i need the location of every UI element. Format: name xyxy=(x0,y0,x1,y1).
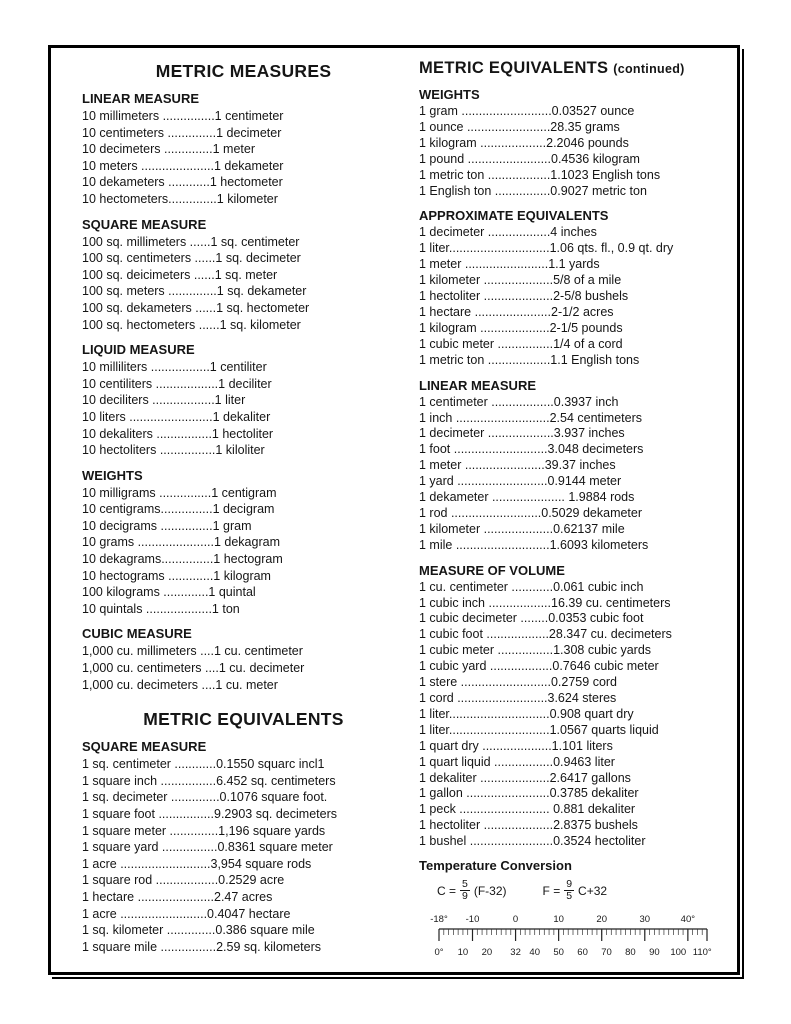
two-column-layout xyxy=(65,59,729,972)
fahrenheit-label: 32 xyxy=(510,947,521,959)
measure-row: 1 acre .........................0.4047 hectare xyxy=(82,906,291,921)
measure-row: 1 foot ...........................3.048 decimeters xyxy=(419,442,644,457)
measure-row: 1 yard ..........................0.9144 meter xyxy=(419,474,622,489)
fraction-numerator: 9 xyxy=(566,878,573,891)
measure-row: 10 hectometers..............1 kilometer xyxy=(82,191,278,206)
measure-row: 1 cubic inch ..................16.39 cu. centimeters xyxy=(419,595,671,610)
measure-row: 1 metric ton ..................1.1 English tons xyxy=(419,352,640,367)
celsius-formula-suffix: (F-32) xyxy=(473,883,507,898)
fahrenheit-label: 0° xyxy=(434,947,444,959)
measure-row: 1 inch ...........................2.54 centimeters xyxy=(419,410,643,425)
measure-row: 1 meter .......................39.37 inches xyxy=(419,458,616,473)
measure-row: 1 gallon ........................0.3785 dekaliter xyxy=(419,786,639,801)
temperature-conversion-heading: Temperature Conversion xyxy=(419,858,572,874)
left-column xyxy=(65,59,417,972)
fahrenheit-label: 10 xyxy=(457,947,469,959)
fahrenheit-label: 40 xyxy=(529,947,541,959)
measure-row: 10 centimeters ..............1 decimeter xyxy=(82,125,282,140)
section-heading: SQUARE MEASURE xyxy=(82,216,207,232)
measure-row: 100 sq. dekameters ......1 sq. hectometer xyxy=(82,300,310,315)
measure-row: 10 dekameters ............1 hectometer xyxy=(82,175,283,190)
measure-row: 1 kilogram ...................2.2046 pounds xyxy=(419,135,629,150)
measure-row: 10 grams ......................1 dekagram xyxy=(82,535,280,550)
fahrenheit-label: 80 xyxy=(625,947,636,959)
measure-row: 10 centigrams...............1 decigram xyxy=(82,502,275,517)
measure-row: 1 quart dry ....................1.101 liters xyxy=(419,738,613,753)
measure-row: 1 stere ..........................0.2759 cord xyxy=(419,675,618,690)
temperature-conversion-block xyxy=(419,858,729,967)
celsius-formula xyxy=(437,879,507,902)
measure-row: 1 liter.............................1.06 qts. fl., 0.9 qt. dry xyxy=(419,241,674,256)
measure-row: 1 rod ..........................0.5029 dekameter xyxy=(419,505,643,520)
fahrenheit-label: 20 xyxy=(481,947,493,959)
measure-row: 1 metric ton ..................1.1023 English tons xyxy=(419,167,661,182)
section-heading: MEASURE OF VOLUME xyxy=(419,562,565,578)
measure-row: 10 milligrams ...............1 centigram xyxy=(82,485,277,500)
measure-row: 10 dekagrams...............1 hectogram xyxy=(82,552,283,567)
section-heading: LIQUID MEASURE xyxy=(82,342,195,358)
measure-row: 1,000 cu. millimeters ....1 cu. centimeter xyxy=(82,644,303,659)
measure-row: 1 cu. centimeter ............0.061 cubic inch xyxy=(419,579,644,594)
measure-row: 1 hectoliter ....................2-5/8 bushels xyxy=(419,289,629,304)
metric-equivalents-continued-sections xyxy=(419,87,729,850)
fahrenheit-formula-fraction xyxy=(564,879,574,902)
measure-row: 1 square foot ................9.2903 sq. decimeters xyxy=(82,807,337,821)
measure-row: 1 peck .......................... 0.881 dekaliter xyxy=(419,802,636,817)
section-heading: WEIGHTS xyxy=(82,467,143,483)
measure-row: 100 sq. centimeters ......1 sq. decimeter xyxy=(82,251,301,266)
measure-row: 10 hectograms .............1 kilogram xyxy=(82,568,271,583)
measure-row: 1 English ton ................0.9027 metric ton xyxy=(419,183,647,198)
fahrenheit-label: 90 xyxy=(649,947,660,959)
measure-row: 1 kilometer ....................0.62137 mile xyxy=(419,521,625,536)
measure-row: 1 cord ..........................3.624 steres xyxy=(419,691,617,705)
celsius-formula-prefix: C = xyxy=(437,883,457,898)
measure-row: 1 kilometer ....................5/8 of a mile xyxy=(419,273,622,288)
section-heading: APPROXIMATE EQUIVALENTS xyxy=(419,208,609,224)
measure-row: 100 sq. deicimeters ......1 sq. meter xyxy=(82,267,278,282)
temperature-formulas xyxy=(419,879,729,902)
measure-row: 1 sq. centimeter ............0.1550 squarc incl1 xyxy=(82,757,325,772)
fahrenheit-formula-suffix: C+32 xyxy=(578,883,608,898)
metric-equivalents-title: METRIC EQUIVALENTS xyxy=(143,709,344,730)
measure-row: 1 acre ..........................3,954 square rods xyxy=(82,856,312,871)
measure-row: 1 mile ...........................1.6093 kilometers xyxy=(419,537,649,552)
measure-row: 1 cubic meter ................1/4 of a cord xyxy=(419,336,623,351)
measure-row: 1 quart liquid .................0.9463 liter xyxy=(419,754,615,769)
measure-row: 1 dekaliter ....................2.6417 gallons xyxy=(419,770,631,785)
measure-row: 10 centiliters ..................1 deciliter xyxy=(82,376,272,391)
section-heading: CUBIC MEASURE xyxy=(82,626,192,642)
measure-row: 1 decimeter ..................4 inches xyxy=(419,225,597,240)
fahrenheit-label: 110° xyxy=(692,947,712,959)
measure-row: 10 decigrams ...............1 gram xyxy=(82,518,252,533)
measure-row: 100 sq. hectometers ......1 sq. kilometer xyxy=(82,317,301,332)
measure-row: 100 sq. meters ..............1 sq. dekameter xyxy=(82,284,307,299)
measure-row: 10 meters .....................1 dekameter xyxy=(82,158,284,173)
page-border-box xyxy=(48,45,740,975)
fahrenheit-label: 100 xyxy=(670,947,687,959)
metric-measures-sections xyxy=(82,91,405,693)
right-title-suffix: (continued) xyxy=(613,62,685,76)
fraction-numerator: 5 xyxy=(462,878,468,891)
measure-row: 10 quintals ...................1 ton xyxy=(82,601,240,616)
fahrenheit-label: 50 xyxy=(553,947,564,959)
measure-row: 1 centimeter ..................0.3937 inch xyxy=(419,394,619,409)
section-heading: LINEAR MEASURE xyxy=(419,377,537,393)
measure-row: 1 cubic foot ..................28.347 cu. decimeters xyxy=(419,627,672,642)
measure-row: 1 pound ........................0.4536 kilogram xyxy=(419,151,640,166)
measure-row: 10 decimeters ..............1 meter xyxy=(82,142,255,157)
temperature-scale-ruler xyxy=(423,910,723,962)
measure-row: 1 square inch ................6.452 sq. centimeters xyxy=(82,773,336,788)
metric-equivalents-sections xyxy=(82,739,405,955)
measure-row: 1 gram ..........................0.03527 ounce xyxy=(419,104,635,118)
right-title-text: METRIC EQUIVALENTS xyxy=(419,59,609,77)
measure-row: 1 liter.............................1.0567 quarts liquid xyxy=(419,722,659,737)
fraction-denominator: 9 xyxy=(462,890,468,903)
measure-row: 1 dekameter ..................... 1.9884 rods xyxy=(419,490,635,505)
measure-row: 1 hectare ......................2-1/2 acres xyxy=(419,304,614,319)
right-column xyxy=(417,59,729,972)
temperature-scale-wrap xyxy=(419,910,729,967)
measure-row: 1,000 cu. decimeters ....1 cu. meter xyxy=(82,677,278,692)
celsius-label: 10 xyxy=(553,914,564,926)
measure-row: 1,000 cu. centimeters ....1 cu. decimeter xyxy=(82,661,305,676)
measure-row: 1 sq. kilometer ..............0.386 square mile xyxy=(82,923,315,938)
metric-measures-title: METRIC MEASURES xyxy=(155,61,332,81)
measure-row: 10 dekaliters ................1 hectoliter xyxy=(82,426,274,441)
measure-row: 100 sq. millimeters ......1 sq. centimeter xyxy=(82,234,300,249)
section-heading: LINEAR MEASURE xyxy=(82,91,200,106)
measure-row: 10 milliliters .................1 centiliter xyxy=(82,360,267,375)
measure-row: 1 square rod ..................0.2529 acre xyxy=(82,873,285,888)
measure-row: 1 sq. decimeter ..............0.1076 square foot. xyxy=(82,790,328,805)
measure-row: 100 kilograms .............1 quintal xyxy=(82,585,256,600)
fahrenheit-formula-prefix: F = xyxy=(542,883,561,898)
fahrenheit-formula xyxy=(543,879,608,902)
measure-row: 1 cubic decimeter ........0.0353 cubic foot xyxy=(419,611,644,626)
measure-row: 1 bushel ........................0.3524 hectoliter xyxy=(419,834,646,849)
measure-row: 1 square meter ..............1,196 square yards xyxy=(82,823,326,838)
section-heading: WEIGHTS xyxy=(419,87,480,102)
fahrenheit-label: 70 xyxy=(601,947,612,959)
celsius-label: 0 xyxy=(512,914,519,926)
metric-equivalents-continued-title xyxy=(419,59,729,78)
measure-row: 1 square yard ................0.8361 square meter xyxy=(82,840,333,855)
celsius-formula-fraction xyxy=(460,879,470,902)
measure-row: 1 cubic meter ................1.308 cubic yards xyxy=(419,643,652,658)
measure-row: 10 liters ........................1 dekaliter xyxy=(82,409,271,424)
celsius-label: 30 xyxy=(639,914,651,926)
measure-row: 1 square mile ................2.59 sq. kilometers xyxy=(82,939,321,954)
celsius-label: -18° xyxy=(430,914,448,926)
measure-row: 1 decimeter ...................3.937 inches xyxy=(419,426,625,441)
section-heading: SQUARE MEASURE xyxy=(82,739,207,755)
measure-row: 10 hectoliters ................1 kiloliter xyxy=(82,443,265,458)
celsius-label: 20 xyxy=(596,914,608,926)
celsius-label: -10 xyxy=(465,914,480,926)
measure-row: 1 hectoliter ....................2.8375 bushels xyxy=(419,818,638,833)
measure-row: 1 hectare ......................2.47 acres xyxy=(82,889,273,904)
measure-row: 1 liter.............................0.908 quart dry xyxy=(419,706,634,721)
measure-row: 1 meter ........................1.1 yards xyxy=(419,257,600,272)
measure-row: 1 kilogram ....................2-1/5 pounds xyxy=(419,320,623,335)
measure-row: 10 millimeters ...............1 centimeter xyxy=(82,109,284,123)
measure-row: 1 cubic yard ..................0.7646 cubic meter xyxy=(419,659,659,674)
measure-row: 1 ounce ........................28.35 grams xyxy=(419,119,620,134)
measure-row: 10 deciliters ..................1 liter xyxy=(82,393,246,408)
celsius-label: 40° xyxy=(680,914,696,926)
fahrenheit-label: 60 xyxy=(577,947,588,959)
fraction-denominator: 5 xyxy=(566,890,573,903)
